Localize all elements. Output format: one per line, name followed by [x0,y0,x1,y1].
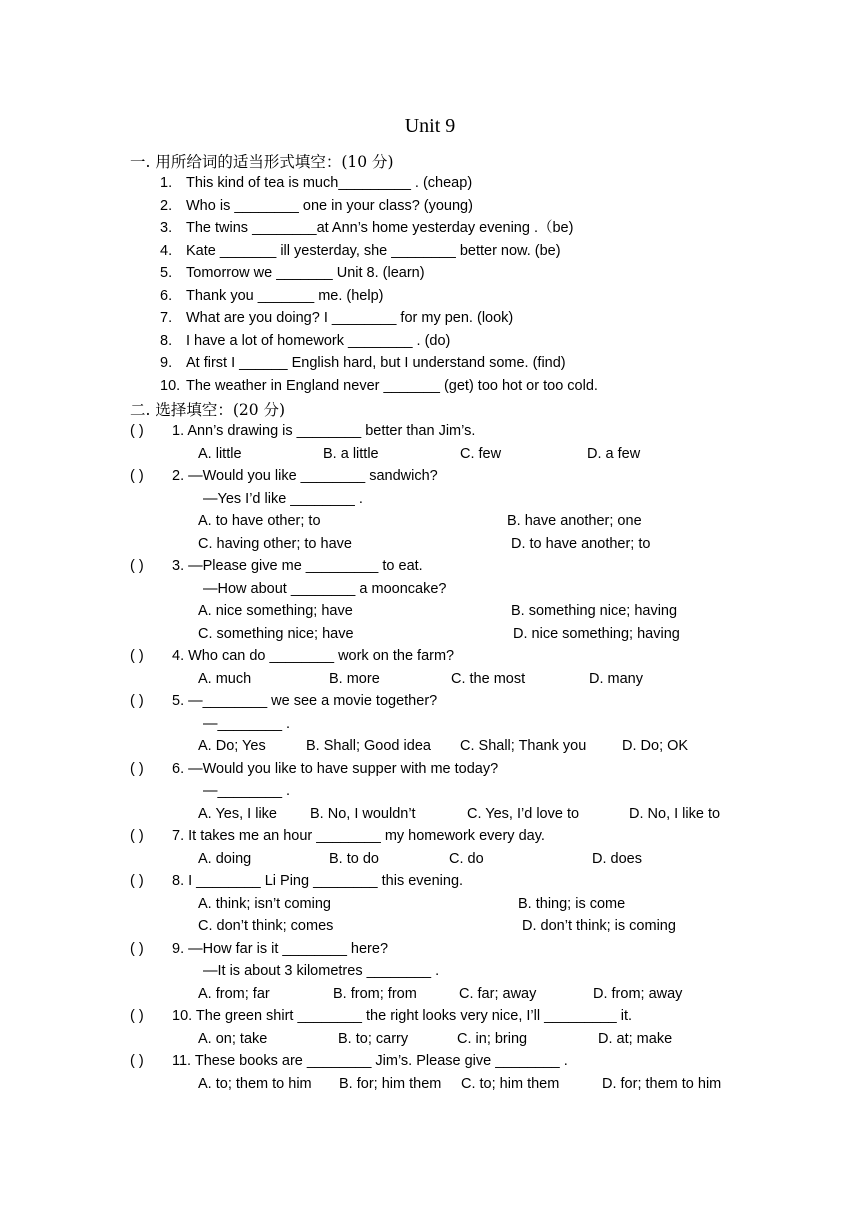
option-b: B. to; carry [338,1031,409,1047]
option-d: D. at; make [598,1031,673,1047]
item-number: 8. [160,333,173,349]
answer-blank: ( ) [130,1053,144,1069]
answer-blank: ( ) [130,558,144,574]
option-a: A. Yes, I like [198,806,277,822]
option-c: C. few [460,446,502,462]
question-text: 2. —Would you like ________ sandwich? [172,468,438,484]
option-c: C. do [449,851,484,867]
item-number: 10. [160,378,181,394]
answer-blank: ( ) [130,873,144,889]
item-number: 1. [160,175,173,191]
option-a: A. doing [198,851,252,867]
answer-blank: ( ) [130,693,144,709]
question-text: 1. Ann’s drawing is ________ better than Jim’s. [172,423,476,439]
dialogue-reply: —It is about 3 kilometres ________ . [203,963,440,979]
item-number: 6. [160,288,173,304]
page-title: Unit 9 [404,115,456,137]
option-b: B. No, I wouldn’t [310,806,416,822]
section-2-heading: 二. 选择填空：(20 分) [130,401,286,419]
question-text: 9. —How far is it ________ here? [172,941,389,957]
question-text: 6. —Would you like to have supper with me today? [172,761,499,777]
option-a: A. to; them to him [198,1076,312,1092]
answer-blank: ( ) [130,648,144,664]
dialogue-reply: —Yes I’d like ________ . [203,491,363,507]
option-c: C. having other; to have [198,536,352,552]
option-c: C. something nice; have [198,626,354,642]
question-text: 8. I ________ Li Ping ________ this evening. [172,873,464,889]
item-text: What are you doing? I ________ for my pen. (look) [186,310,514,326]
option-b: B. to do [329,851,379,867]
item-number: 4. [160,243,173,259]
option-d: D. Do; OK [622,738,689,754]
option-c: C. far; away [459,986,537,1002]
item-number: 5. [160,265,173,281]
item-text: Thank you _______ me. (help) [186,288,384,304]
question-text: 5. —________ we see a movie together? [172,693,438,709]
option-c: C. to; him them [461,1076,560,1092]
option-c: C. don’t think; comes [198,918,334,934]
item-text: Tomorrow we _______ Unit 8. (learn) [186,265,425,281]
item-text: Kate _______ ill yesterday, she ________ better now. (be) [186,243,561,259]
option-a: A. to have other; to [198,513,321,529]
option-d: D. for; them to him [602,1076,722,1092]
item-text: The weather in England never _______ (get) too hot or too cold. [186,378,598,394]
option-a: A. from; far [198,986,270,1002]
item-number: 2. [160,198,173,214]
option-a: A. think; isn’t coming [198,896,331,912]
option-b: B. have another; one [507,513,642,529]
option-b: B. Shall; Good idea [306,738,431,754]
option-b: B. more [329,671,380,687]
option-c: C. in; bring [457,1031,528,1047]
option-d: D. many [589,671,643,687]
option-a: A. much [198,671,252,687]
option-d: D. don’t think; is coming [522,918,676,934]
dialogue-reply: —________ . [203,716,291,732]
option-d: D. No, I like to [629,806,721,822]
option-c: C. Yes, I’d love to [467,806,580,822]
question-text: 7. It takes me an hour ________ my homework every day. [172,828,545,844]
option-d: D. nice something; having [513,626,680,642]
item-text: This kind of tea is much_________ . (cheap) [186,175,473,191]
option-c: C. the most [451,671,526,687]
answer-blank: ( ) [130,468,144,484]
option-d: D. a few [587,446,641,462]
option-d: D. does [592,851,642,867]
item-number: 3. [160,220,173,236]
option-d: D. to have another; to [511,536,651,552]
answer-blank: ( ) [130,941,144,957]
answer-blank: ( ) [130,828,144,844]
item-text: Who is ________ one in your class? (young) [186,198,473,214]
option-b: B. something nice; having [511,603,678,619]
question-text: 4. Who can do ________ work on the farm? [172,648,455,664]
section-1-heading: 一. 用所给词的适当形式填空：(10 分) [130,153,394,171]
option-d: D. from; away [593,986,683,1002]
question-text: 10. The green shirt ________ the right looks very nice, I’ll _________ it. [172,1008,632,1024]
option-b: B. for; him them [339,1076,442,1092]
item-number: 9. [160,355,173,371]
option-a: A. nice something; have [198,603,353,619]
answer-blank: ( ) [130,423,144,439]
option-b: B. from; from [333,986,417,1002]
option-c: C. Shall; Thank you [460,738,587,754]
option-b: B. a little [323,446,379,462]
question-text: 11. These books are ________ Jim’s. Please give ________ . [172,1053,568,1069]
option-b: B. thing; is come [518,896,626,912]
answer-blank: ( ) [130,761,144,777]
item-text: At first I ______ English hard, but I understand some. (find) [186,355,566,371]
question-text: 3. —Please give me _________ to eat. [172,558,423,574]
item-text: I have a lot of homework ________ . (do) [186,333,451,349]
item-text: The twins ________at Ann’s home yesterday evening .（be) [186,220,574,236]
option-a: A. Do; Yes [198,738,266,754]
item-number: 7. [160,310,173,326]
option-a: A. little [198,446,242,462]
answer-blank: ( ) [130,1008,144,1024]
dialogue-reply: —How about ________ a mooncake? [203,581,447,597]
option-a: A. on; take [198,1031,268,1047]
dialogue-reply: —________ . [203,783,291,799]
